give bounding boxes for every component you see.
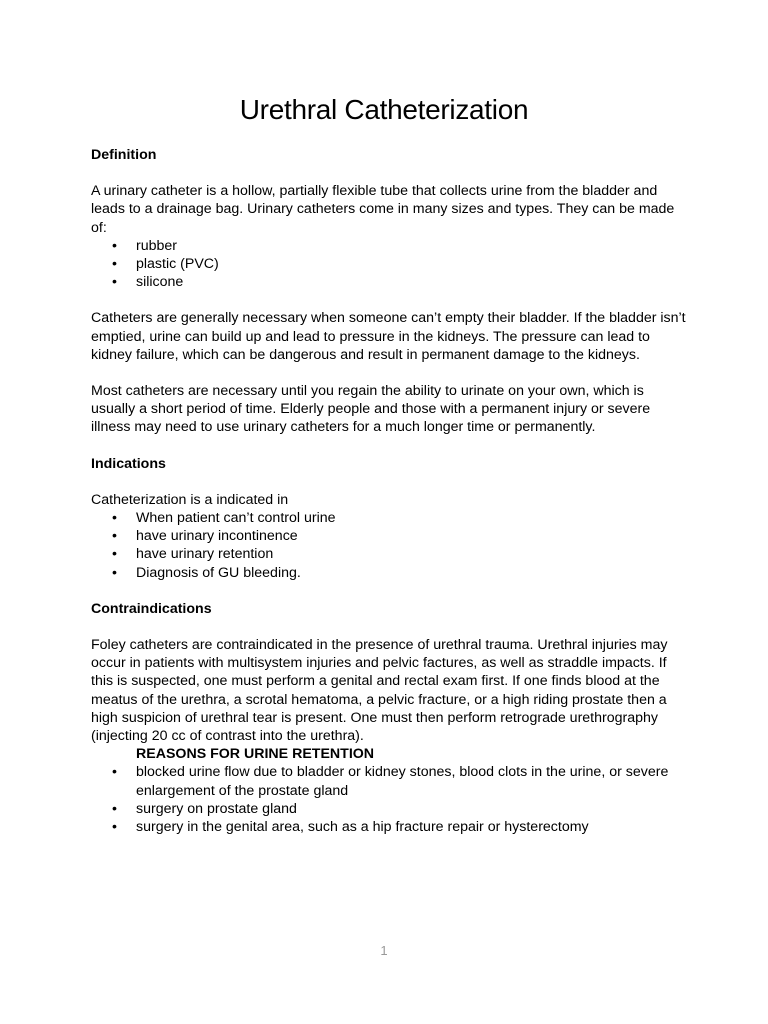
contraindications-heading: Contraindications: [91, 600, 212, 617]
bullet-icon: •: [112, 510, 117, 527]
bullet-icon: •: [112, 564, 117, 581]
bullet-icon: •: [112, 528, 117, 545]
definition-intro: A urinary catheter is a hollow, partially flexible tube that collects urine from the bladder and leads to a drainage bag. Urinary catheters come in many sizes and types. They can be made of:: [91, 183, 675, 236]
list-item-text: surgery in the genital area, such as a hip fracture repair or hysterectomy: [136, 819, 589, 836]
bullet-icon: •: [112, 237, 117, 254]
list-item-text: When patient can’t control urine: [136, 510, 336, 527]
indications-intro: Catheterization is a indicated in: [91, 491, 289, 508]
list-item: [91, 763, 691, 799]
contraindications-paragraph: Foley catheters are contraindicated in the presence of urethral trauma. Urethral injuries may occur in patients with multisystem injuries and pelvic factures, as well as straddle impacts. If this is suspected, one must perform a genital and rectal exam first. If one finds blood at the meatus of the urethra, a scrotal hematoma, a pelvic fracture, or a high riding prostate then a high suspicion of urethral tear is present. One must then perform retrograde urethrography (injecting 20 cc of contrast into the urethra).: [91, 637, 668, 745]
list-item: [91, 273, 691, 291]
list-item: [91, 564, 691, 582]
bullet-icon: •: [112, 256, 117, 273]
retention-heading: REASONS FOR URINE RETENTION: [136, 746, 375, 763]
indications-heading: Indications: [91, 455, 166, 472]
list-item-text: Diagnosis of GU bleeding.: [136, 564, 301, 581]
definition-paragraph-2: Catheters are generally necessary when someone can’t empty their bladder. If the bladder isn’t emptied, urine can build up and lead to pressure in the kidneys. The pressure can lead to kidney failure, which can be dangerous and result in permanent damage to the kidneys.: [91, 310, 686, 363]
list-item-text: have urinary incontinence: [136, 528, 298, 545]
page-title: Urethral Catheterization: [239, 94, 529, 125]
list-item: [91, 509, 691, 527]
bullet-icon: •: [112, 800, 117, 817]
bullet-icon: •: [112, 274, 117, 291]
bullet-icon: •: [112, 764, 117, 781]
list-item-text: surgery on prostate gland: [136, 800, 297, 817]
retention-list: [91, 763, 691, 836]
definition-paragraph-3: Most catheters are necessary until you regain the ability to urinate on your own, which is usually a short period of time. Elderly people and those with a permanent injury or severe illness may need to use urinary catheters for a much longer time or permanently.: [91, 383, 651, 436]
list-item-text: blocked urine flow due to bladder or kidney stones, blood clots in the urine, or severe enlargement of the prostate gland: [136, 764, 669, 799]
materials-list: [91, 237, 691, 292]
definition-heading: Definition: [91, 147, 157, 163]
bullet-icon: •: [112, 819, 117, 836]
list-item-text: plastic (PVC): [136, 256, 219, 273]
list-item-text: have urinary retention: [136, 546, 274, 563]
bullet-icon: •: [112, 546, 117, 563]
list-item: [91, 255, 691, 273]
list-item-text: rubber: [136, 237, 178, 254]
list-item: [91, 237, 691, 255]
page-number: 1: [380, 943, 388, 958]
indications-list: [91, 509, 691, 582]
list-item: [91, 527, 691, 545]
list-item: [91, 545, 691, 563]
document-body: [91, 146, 691, 836]
list-item-text: silicone: [136, 274, 184, 291]
list-item: [91, 818, 691, 836]
list-item: [91, 800, 691, 818]
